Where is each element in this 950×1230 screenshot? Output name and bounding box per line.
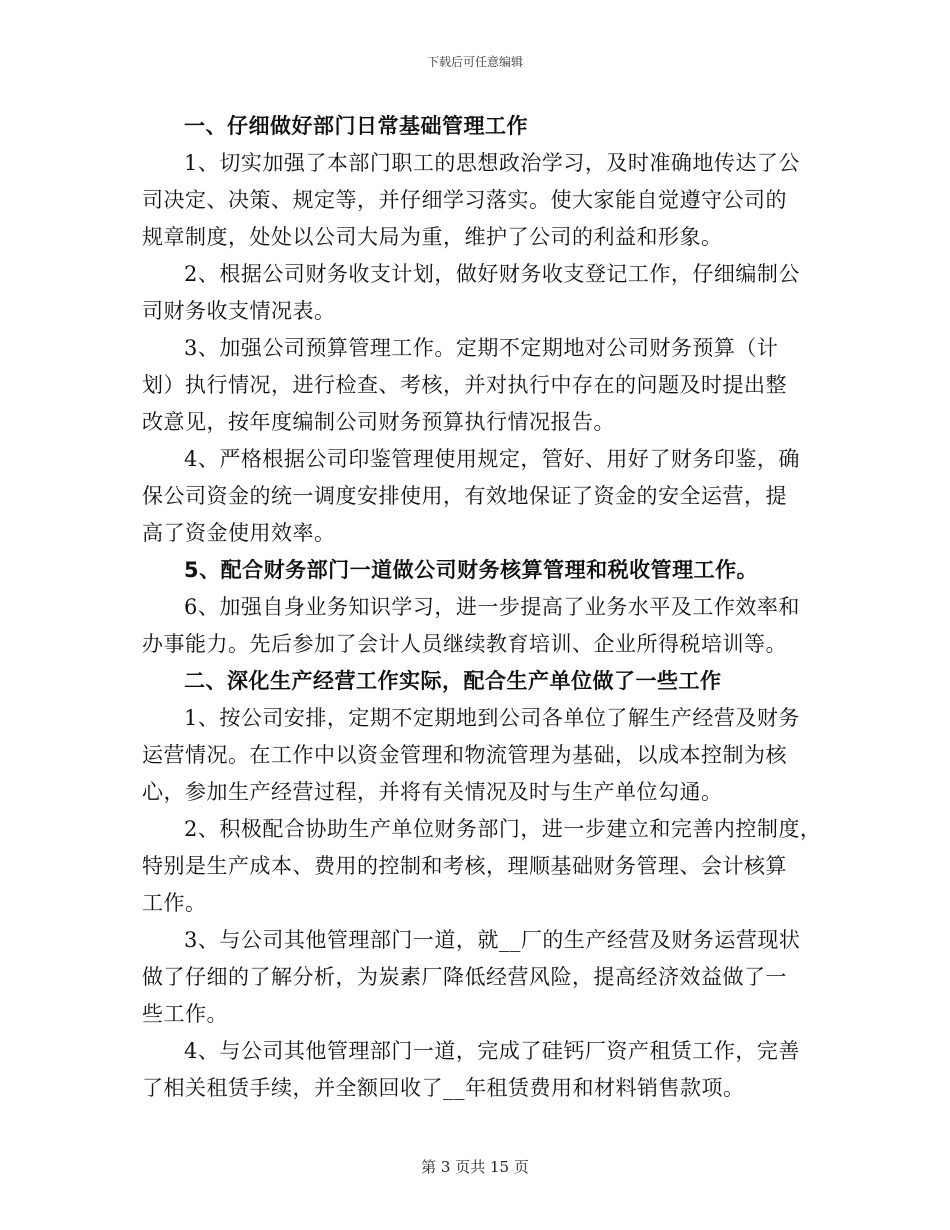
paragraph-line: 3、与公司其他管理部门一道，就__厂的生产经营及财务运营现状 <box>184 928 801 952</box>
paragraph-line: 做了仔细的了解分析，为炭素厂降低经营风险，提高经济效益做了一 <box>142 965 787 989</box>
paragraph-line: 规章制度，处处以公司大局为重，维护了公司的利益和形象。 <box>142 225 723 249</box>
paragraph-line: 划）执行情况，进行检查、考核，并对执行中存在的问题及时提出整 <box>142 373 787 397</box>
paragraph-line: 办事能力。先后参加了会计人员继续教育培训、企业所得税培训等。 <box>142 632 787 656</box>
paragraph-line: 3、加强公司预算管理工作。定期不定期地对公司财务预算（计 <box>184 336 779 360</box>
paragraph-line: 4、与公司其他管理部门一道，完成了硅钙厂资产租赁工作，完善 <box>184 1039 800 1063</box>
paragraph-line: 改意见，按年度编制公司财务预算执行情况报告。 <box>142 410 615 434</box>
paragraph-line: 高了资金使用效率。 <box>142 521 336 545</box>
section-heading: 二、深化生产经营工作实际，配合生产单位做了一些工作 <box>184 669 722 693</box>
paragraph-line: 6、加强自身业务知识学习，进一步提高了业务水平及工作效率和 <box>184 595 800 619</box>
paragraph-line: 司决定、决策、规定等，并仔细学习落实。使大家能自觉遵守公司的 <box>142 188 787 212</box>
section-heading: 一、仔细做好部门日常基础管理工作 <box>184 114 528 138</box>
paragraph-line: 特别是生产成本、费用的控制和考核，理顺基础财务管理、会计核算 <box>142 854 787 878</box>
paragraph-line: 工作。 <box>142 891 207 915</box>
paragraph-line: 4、严格根据公司印鉴管理使用规定，管好、用好了财务印鉴，确 <box>184 447 800 471</box>
page-footer: 第 3 页共 15 页 <box>421 1158 529 1176</box>
paragraph-line: 2、根据公司财务收支计划，做好财务收支登记工作，仔细编制公 <box>184 262 800 286</box>
paragraph-line: 了相关租赁手续，并全额回收了__年租赁费用和材料销售款项。 <box>142 1076 745 1100</box>
paragraph-line: 2、积极配合协助生产单位财务部门，进一步建立和完善内控制度， <box>184 817 822 841</box>
paragraph-line: 运营情况。在工作中以资金管理和物流管理为基础，以成本控制为核 <box>142 743 787 767</box>
section-heading: 5、配合财务部门一道做公司财务核算管理和税收管理工作。 <box>184 558 759 582</box>
document-body <box>142 108 822 1107</box>
paragraph-line: 司财务收支情况表。 <box>142 299 336 323</box>
page-header: 下载后可任意编辑 <box>426 55 523 69</box>
paragraph-line: 1、按公司安排，定期不定期地到公司各单位了解生产经营及财务 <box>184 706 800 730</box>
paragraph-line: 1、切实加强了本部门职工的思想政治学习，及时准确地传达了公 <box>184 151 800 175</box>
paragraph-line: 保公司资金的统一调度安排使用，有效地保证了资金的安全运营，提 <box>142 484 787 508</box>
paragraph-line: 些工作。 <box>142 1002 228 1026</box>
paragraph-line: 心，参加生产经营过程，并将有关情况及时与生产单位勾通。 <box>142 780 723 804</box>
